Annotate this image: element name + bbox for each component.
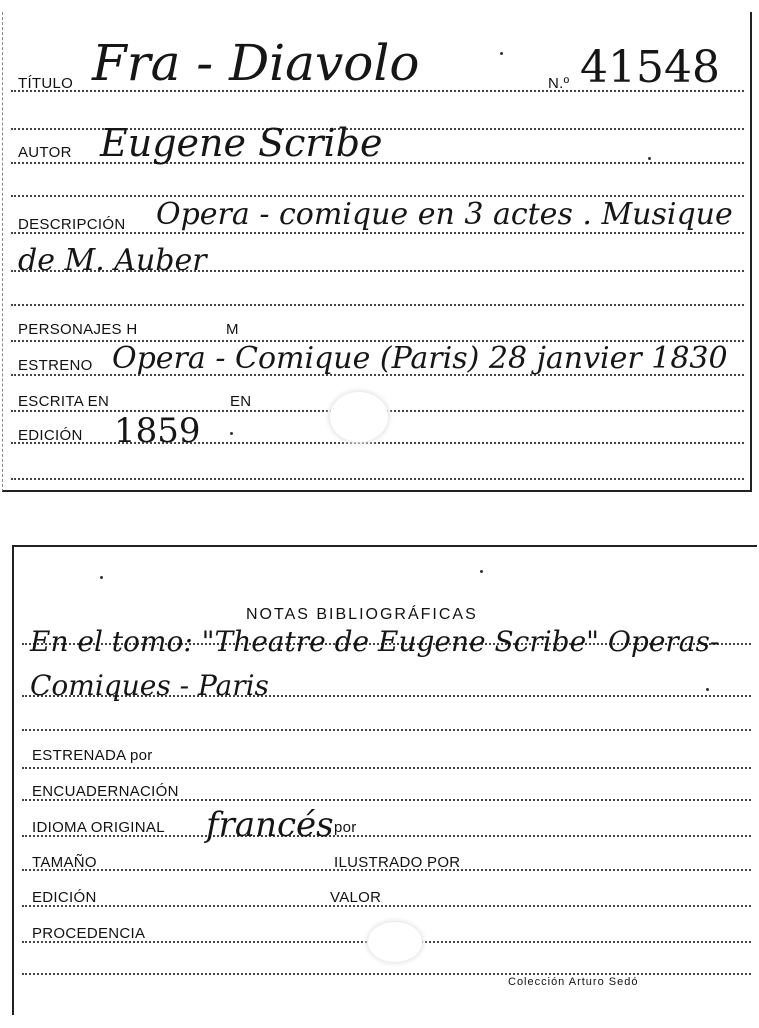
descripcion-value-line1: Opera - comique en 3 actes . Musique	[156, 197, 733, 232]
estreno-value: Opera - Comique (Paris) 28 janvier 1830	[112, 341, 728, 376]
ink-speck	[500, 52, 503, 55]
procedencia-label: PROCEDENCIA	[32, 925, 146, 942]
numero-label: N.º	[548, 75, 570, 92]
estrenada-label: ESTRENADA por	[32, 747, 153, 764]
ink-speck	[480, 570, 483, 573]
edicion-value: 1859	[114, 411, 201, 451]
encuadernacion-label: ENCUADERNACIÓN	[32, 783, 179, 800]
ink-speck	[648, 157, 651, 160]
paper-blot	[330, 392, 388, 442]
ruled-line	[11, 478, 744, 480]
notas-heading: NOTAS BIBLIOGRÁFICAS	[246, 606, 478, 623]
ilustrado-label: ILUSTRADO POR	[334, 854, 461, 871]
ruled-line	[11, 304, 744, 306]
numero-value: 41548	[580, 42, 720, 93]
edicion-label: EDICIÓN	[18, 427, 83, 444]
notas-value-line1: En el tomo: "Theatre de Eugene Scribe" Operas-	[30, 625, 720, 658]
autor-label: AUTOR	[18, 144, 72, 161]
ink-speck	[230, 432, 233, 435]
ruled-line	[22, 973, 751, 975]
notas-value-line2: Comiques - Paris	[30, 669, 269, 702]
descripcion-label: DESCRIPCIÓN	[18, 216, 126, 233]
ink-speck	[100, 576, 103, 579]
titulo-value: Fra - Diavolo	[92, 34, 420, 92]
escrita-en-label: EN	[230, 393, 252, 410]
paper-blot	[368, 922, 422, 962]
idioma-por-label: por	[334, 819, 357, 836]
estreno-label: ESTRENO	[18, 357, 93, 374]
ink-speck	[706, 688, 709, 691]
escrita-label: ESCRITA EN	[18, 393, 110, 410]
idioma-label: IDIOMA ORIGINAL	[32, 819, 165, 836]
idioma-value: francés	[206, 805, 334, 845]
autor-value: Eugene Scribe	[100, 121, 383, 165]
personajes-m-label: M	[226, 321, 239, 338]
tamano-label: TAMAÑO	[32, 854, 97, 871]
valor-label: VALOR	[330, 889, 382, 906]
ruled-line	[22, 729, 751, 731]
titulo-label: TÍTULO	[18, 75, 74, 92]
descripcion-value-line2: de M. Auber	[18, 243, 207, 278]
edicion-bottom-label: EDICIÓN	[32, 889, 97, 906]
ruled-line	[22, 905, 751, 907]
ruled-line	[22, 767, 751, 769]
personajes-label: PERSONAJES H	[18, 321, 138, 338]
collection-footer: Colección Arturo Sedó	[508, 976, 639, 988]
